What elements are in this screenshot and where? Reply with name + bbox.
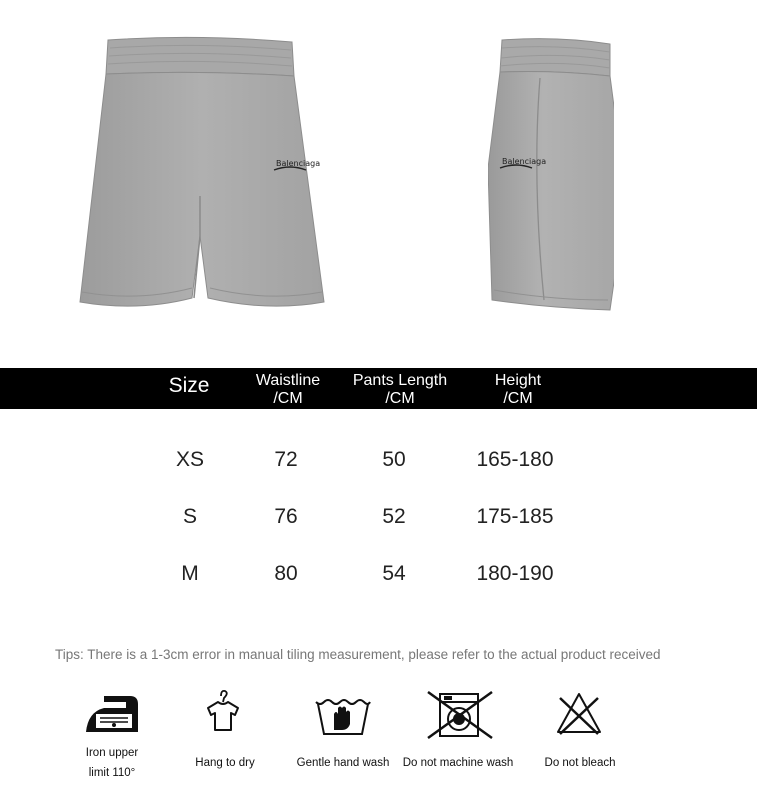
cell-waistline: 76: [274, 505, 298, 528]
header-height-unit: /CM: [503, 390, 533, 407]
cell-pants-length: 50: [382, 448, 406, 471]
cell-height: 175-185: [476, 505, 554, 528]
shorts-front-view: [78, 36, 326, 314]
measurement-tips: Tips: There is a 1-3cm error in manual tiling measurement, please refer to the actual product received: [55, 647, 661, 662]
care-label-line: Do not machine wash: [402, 757, 514, 769]
hanger-shirt-icon: [200, 688, 246, 738]
size-table-header: [0, 368, 757, 409]
care-label-no-machine-wash: [398, 753, 518, 773]
iron-icon: [82, 692, 142, 736]
no-machine-wash-icon: [426, 690, 494, 740]
header-height-label: Height: [494, 372, 542, 389]
header-pants-length: [340, 372, 460, 408]
care-label-no-bleach: [534, 753, 626, 773]
header-size: Size: [168, 374, 210, 397]
cell-height: 180-190: [476, 562, 554, 585]
cell-height: 165-180: [476, 448, 554, 471]
care-label-line: Gentle hand wash: [296, 757, 390, 769]
cell-waistline: 72: [274, 448, 298, 471]
care-label-line: Iron upper: [85, 747, 139, 759]
cell-pants-length: 52: [382, 505, 406, 528]
header-pants-length-label: Pants Length: [352, 372, 448, 389]
hand-wash-icon: [314, 694, 372, 738]
cell-size: XS: [175, 448, 204, 471]
no-bleach-icon: [554, 690, 604, 736]
header-pants-length-unit: /CM: [385, 390, 415, 407]
cell-size: S: [182, 505, 197, 528]
cell-pants-length: 54: [382, 562, 406, 585]
care-label-line: limit 110°: [88, 767, 136, 779]
care-label-line: Hang to dry: [195, 757, 255, 769]
care-label-iron: [70, 743, 154, 783]
care-label-line: Do not bleach: [544, 757, 616, 769]
header-waistline-label: Waistline: [255, 372, 321, 389]
header-height: [468, 372, 568, 408]
cell-waistline: 80: [274, 562, 298, 585]
shorts-side-view: [488, 38, 614, 314]
cell-size: M: [181, 562, 199, 585]
care-label-hand-wash: [290, 753, 396, 773]
logo: Balenciaga: [276, 159, 321, 168]
table-row: [0, 445, 757, 475]
care-label-hang-dry: [180, 753, 270, 773]
table-row: [0, 559, 757, 589]
svg-text:Balenciaga: Balenciaga: [502, 157, 547, 166]
header-waistline-unit: /CM: [273, 390, 303, 407]
header-waistline: [238, 372, 338, 408]
table-row: [0, 502, 757, 532]
